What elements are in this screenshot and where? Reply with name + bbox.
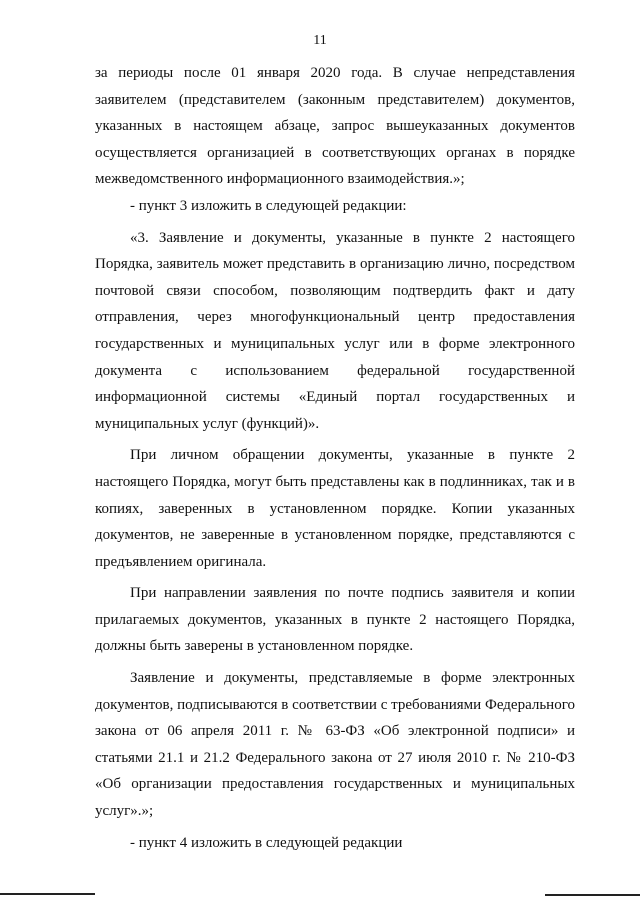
paragraph-electronic-submission: Заявление и документы, представляемые в форме электронных документов, подписываются в соответствии с требованиями Федерального закона от 06 апреля 2011 г. № 63-ФЗ «Об электронной подписи» и статьями 21.1 и 21.2 Федерального закона от 27 июля 2010 г. № 210-ФЗ «Об организации предоставления государственных и муниципальных услуг».»;: [95, 670, 575, 820]
paragraph-mail-submission: При направлении заявления по почте подпись заявителя и копии прилагаемых документов, указанных в пункте 2 настоящего Порядка, должны быть заверены в установленном порядке.: [95, 585, 575, 655]
document-body: [95, 60, 575, 856]
footer-rule-left: [0, 893, 95, 895]
paragraph-personal-visit: При личном обращении документы, указанные в пункте 2 настоящего Порядка, могут быть представлены как в подлинниках, так и в копиях, заверенных в установленном порядке. Копии указанных документов, не заверенные в установленном порядке, представляются с предъявлением оригинала.: [95, 447, 575, 570]
footer-rule-right: [545, 894, 640, 896]
paragraph-item-3-text: «3. Заявление и документы, указанные в пункте 2 настоящего Порядка, заявитель может представить в организацию лично, посредством почтовой связи способом, позволяющим подтвердить факт и дату отправления, через многофункциональный центр предоставления государственных и муниципальных услуг или в форме электронного документа с использованием федеральной государственной информационной системы «Единый портал государственных и муниципальных услуг (функций)».: [95, 229, 575, 432]
paragraph-continuation: за периоды после 01 января 2020 года. В случае непредставления заявителем (представителем (законным представителем) документов, указанных в настоящем абзаце, запрос вышеуказанных документов осуществляется организацией в соответствующих органах в порядке межведомственного информационного взаимодействия.»;: [95, 65, 575, 188]
paragraph-item-3-instruction: - пункт 3 изложить в следующей редакции:: [130, 197, 407, 214]
paragraph-item-4-instruction: - пункт 4 изложить в следующей редакции: [130, 834, 403, 851]
page-number: 11: [313, 33, 327, 48]
